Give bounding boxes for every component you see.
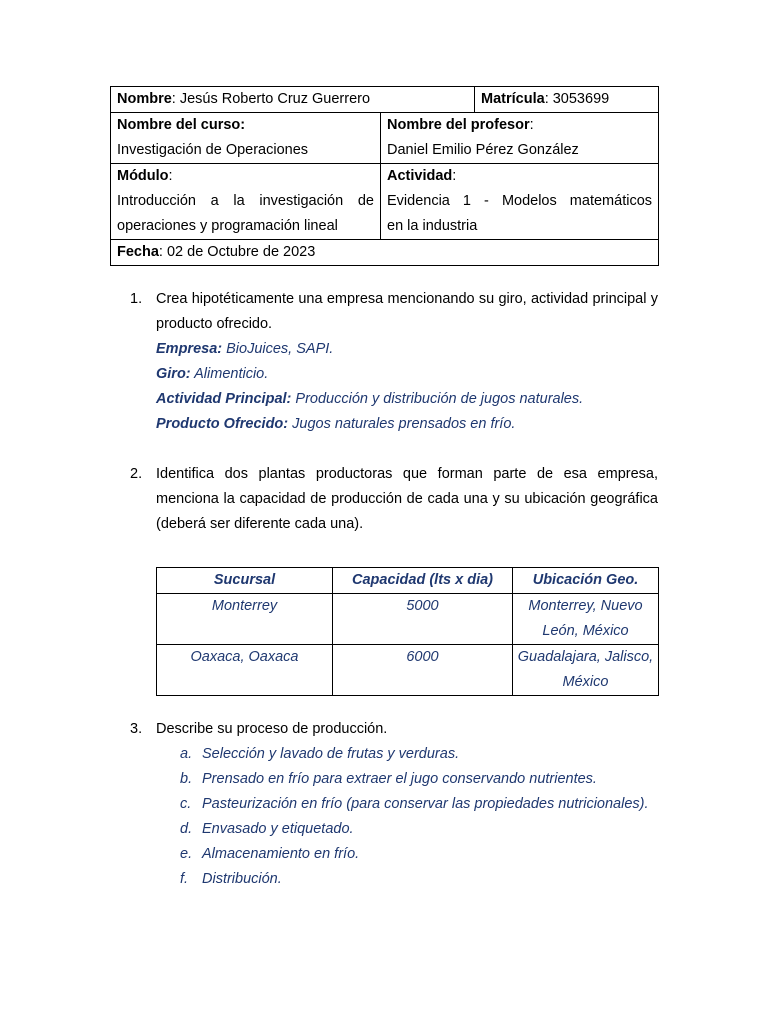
matricula-value: : 3053699 [544, 91, 610, 107]
profesor-label: Nombre del profesor [387, 117, 530, 133]
question-2 [110, 462, 658, 537]
table-row [157, 594, 659, 645]
question-3-text: Describe su proceso de producción. [156, 721, 388, 737]
question-2-number: 2. [130, 466, 143, 482]
cell-capacidad: 6000 [333, 645, 513, 696]
list-item: b. Prensado en frío para extraer el jugo conservando nutrientes. [180, 771, 597, 787]
question-1-number: 1. [130, 291, 143, 307]
sucursal-table-header [157, 568, 659, 594]
cell-ubicacion: Monterrey, Nuevo León, México [513, 594, 659, 645]
cell-capacidad: 5000 [333, 594, 513, 645]
actividad-label: Actividad [387, 168, 453, 184]
table-row [157, 645, 659, 696]
question-1-text: Crea hipotéticamente una empresa mencionando su giro, actividad principal y producto ofrecido. [156, 291, 658, 332]
curso-label: Nombre del curso: [117, 117, 246, 133]
profesor-value: Daniel Emilio Pérez González [387, 142, 579, 158]
matricula-label: Matrícula [481, 91, 545, 107]
list-item: e. Almacenamiento en frío. [180, 846, 360, 862]
nombre-label: Nombre [117, 91, 172, 107]
fecha-value: : 02 de Octubre de 2023 [158, 244, 316, 260]
student-info-table [110, 86, 659, 266]
production-steps-list [156, 742, 658, 892]
actividad-value-line1: Evidencia 1 - Modelos matemáticos [387, 193, 653, 209]
cell-sucursal: Monterrey [157, 594, 333, 645]
list-item: d. Envasado y etiquetado. [180, 821, 354, 837]
list-item: a. Selección y lavado de frutas y verduras. [180, 746, 460, 762]
nombre-cell [111, 87, 475, 113]
actividad-cell: Actividad: Evidencia 1 - Modelos matemáticos en la industria [381, 164, 659, 240]
profesor-cell: Nombre del profesor: Daniel Emilio Pérez González [381, 113, 659, 164]
question-1 [110, 287, 658, 437]
curso-cell [111, 113, 381, 164]
answer-empresa: Empresa: BioJuices, SAPI. [156, 341, 334, 357]
question-3 [110, 717, 658, 892]
modulo-value-line1: Introducción a la investigación de [117, 193, 374, 209]
sucursal-table [156, 567, 659, 696]
header-capacidad: Capacidad (lts x dia) [333, 568, 513, 594]
answer-actividad-principal: Actividad Principal: Producción y distribución de jugos naturales. [156, 391, 584, 407]
fecha-label: Fecha [117, 244, 159, 260]
cell-sucursal: Oaxaca, Oaxaca [157, 645, 333, 696]
answer-giro: Giro: Alimenticio. [156, 366, 269, 382]
curso-value: Investigación de Operaciones [117, 142, 309, 158]
modulo-cell: Módulo: Introducción a la investigación de operaciones y programación lineal [111, 164, 381, 240]
actividad-value-line2: en la industria [387, 218, 478, 234]
nombre-value: : Jesús Roberto Cruz Guerrero [171, 91, 371, 107]
header-sucursal: Sucursal [157, 568, 333, 594]
fecha-cell [111, 240, 659, 266]
cell-ubicacion: Guadalajara, Jalisco, México [513, 645, 659, 696]
modulo-label: Módulo [117, 168, 169, 184]
list-item: f. Distribución. [180, 871, 282, 887]
header-ubicacion: Ubicación Geo. [513, 568, 659, 594]
list-item: c. Pasteurización en frío (para conservar las propiedades nutricionales). [180, 796, 649, 812]
question-3-number: 3. [130, 721, 143, 737]
question-2-text: Identifica dos plantas productoras que forman parte de esa empresa, menciona la capacidad de producción de cada una y su ubicación geográfica (deberá ser diferente cada una). [156, 466, 658, 532]
matricula-cell [475, 87, 659, 113]
answer-producto-ofrecido: Producto Ofrecido: Jugos naturales prensados en frío. [156, 416, 516, 432]
modulo-value-line2: operaciones y programación lineal [117, 218, 338, 234]
